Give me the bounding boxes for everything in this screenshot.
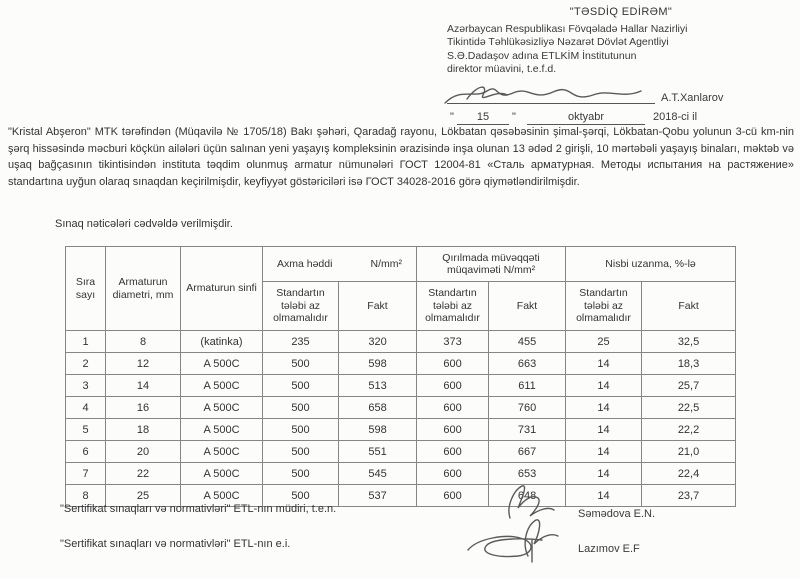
signature-2 (462, 516, 577, 564)
table-cell: A 500C (181, 375, 263, 397)
date-month: oktyabr (527, 111, 645, 126)
table-cell: A 500C (181, 353, 263, 375)
table-cell: 648 (489, 485, 566, 507)
table-cell: 500 (263, 463, 339, 485)
table-cell: 600 (417, 463, 489, 485)
body-paragraph: "Kristal Abşeron" MTK tərəfindən (Müqavilə № 1705/18) Bakı şəhəri, Qaradağ rayonu, Lökbatan qəsəbəsinin şimal-şərqi, Lökbatan-Qobu yolunun 3-cü km-nin şərq hissəsində məcburi köçkün ailələri üçün salınan yeni yaşayış kompleksinin ərazisində inşa olunan 13 ədəd 2 girişli, 10 mərtəbəli yaşayış binaları, məktəb və uşaq bağçasının tikintisindən instituta təqdim olunmuş armatur nümunələri ГОСТ 12004-81 «Сталь арматурная. Методы испытания на растяжение» standartına uyğun olaraq sınaqdan keçirilmişdir, keyfiyyət göstəriciləri isə ГОСТ 34028-2016 görə qiymətləndirilmişdir. (8, 126, 794, 188)
table-cell: 600 (417, 397, 489, 419)
table-cell: 598 (339, 353, 417, 375)
subheader-standart: Standartın tələbi az olmamalıdır (417, 282, 489, 331)
table-cell: 600 (417, 353, 489, 375)
director-signature (441, 77, 651, 111)
table-cell: 500 (263, 485, 339, 507)
table-cell: 500 (263, 375, 339, 397)
table-cell: 14 (566, 397, 642, 419)
approval-org-line: direktor müavini, t.e.f.d. (447, 63, 557, 75)
table-cell: 455 (489, 331, 566, 353)
approval-block (447, 6, 795, 125)
table-cell: 500 (263, 419, 339, 441)
table-cell: 3 (66, 375, 106, 397)
table-cell: 22 (106, 463, 181, 485)
footer-role-1: "Sertifikat sınaqları və normativləri" ETL-nın müdiri, t.e.n. (60, 503, 337, 515)
table-cell: 14 (566, 463, 642, 485)
table-cell: 14 (566, 485, 642, 507)
date-day: 15 (457, 111, 509, 126)
table-cell: 8 (66, 485, 106, 507)
table-cell: 537 (339, 485, 417, 507)
table-cell: 5 (66, 419, 106, 441)
table-cell: 760 (489, 397, 566, 419)
table-cell: 500 (263, 441, 339, 463)
table-cell: 20 (106, 441, 181, 463)
table-cell: 545 (339, 463, 417, 485)
table-cell: 14 (106, 375, 181, 397)
header-axma-label: Axma həddi (277, 257, 333, 270)
table-cell: 14 (566, 353, 642, 375)
director-signature-row (447, 91, 795, 107)
table-cell: 25,7 (642, 375, 736, 397)
table-cell: 600 (417, 375, 489, 397)
table-cell: 551 (339, 441, 417, 463)
table-cell: 235 (263, 331, 339, 353)
table-cell: 500 (263, 353, 339, 375)
table-cell: 32,5 (642, 331, 736, 353)
approval-org-line: Azərbaycan Respublikası Fövqəladə Hallar Nazirliyi (447, 22, 688, 35)
table-cell: 320 (339, 331, 417, 353)
table-cell: (katinka) (181, 331, 263, 353)
table-cell: 667 (489, 441, 566, 463)
table-intro: Sınaq nəticələri cədvəldə verilmişdir. (55, 218, 233, 230)
footer-name-2: Lazımov E.F (578, 543, 640, 555)
table-cell: 600 (417, 485, 489, 507)
header-nisbi: Nisbi uzanma, %-lə (566, 247, 736, 282)
subheader-fakt: Fakt (642, 282, 736, 331)
subheader-fakt: Fakt (489, 282, 566, 331)
table-cell: A 500C (181, 419, 263, 441)
approval-org-line: Tikintidə Təhlükəsizliyə Nəzarət Dövlət Agentliyi (447, 36, 669, 48)
table-cell: 598 (339, 419, 417, 441)
table-cell: 21,0 (642, 441, 736, 463)
table-cell: 12 (106, 353, 181, 375)
approval-org-line: S.Ə.Dadaşov adına ETLKİM İnstitutunun (447, 49, 637, 62)
table-cell: A 500C (181, 463, 263, 485)
header-sinfi: Armaturun sinfi (181, 247, 263, 331)
date-quote-close: " (512, 110, 516, 123)
table-cell: 2 (66, 353, 106, 375)
table-row (66, 375, 736, 397)
approval-date-row (447, 111, 795, 126)
table-cell: 14 (566, 419, 642, 441)
table-cell: 16 (106, 397, 181, 419)
table-cell: 373 (417, 331, 489, 353)
table-cell: 500 (263, 397, 339, 419)
header-diameter: Armaturun diametri, mm (106, 247, 181, 331)
header-qirilma: Qırılmada müvəqqəti müqaviməti N/mm² (417, 247, 566, 282)
table-cell: 22,4 (642, 463, 736, 485)
header-axma (263, 247, 417, 282)
table-cell: 513 (339, 375, 417, 397)
approval-title: "TƏSDİQ EDİRƏM" (569, 6, 673, 18)
table-cell: 658 (339, 397, 417, 419)
table-cell: 731 (489, 419, 566, 441)
results-table-body (66, 331, 736, 507)
table-row (66, 353, 736, 375)
table-row (66, 441, 736, 463)
table-cell: 22,2 (642, 419, 736, 441)
table-cell: 14 (566, 441, 642, 463)
subheader-standart: Standartın tələbi az olmamalıdır (263, 282, 339, 331)
table-cell: A 500C (181, 397, 263, 419)
table-row (66, 331, 736, 353)
table-cell: A 500C (181, 441, 263, 463)
table-cell: 600 (417, 441, 489, 463)
table-cell: 611 (489, 375, 566, 397)
table-cell: 8 (106, 331, 181, 353)
table-cell: 4 (66, 397, 106, 419)
table-row (66, 463, 736, 485)
results-table (65, 246, 736, 507)
footer-name-1: Səmədova E.N. (578, 508, 656, 520)
table-cell: 6 (66, 441, 106, 463)
table-cell: 18,3 (642, 353, 736, 375)
header-sira: Sıra sayı (66, 247, 106, 331)
table-cell: 663 (489, 353, 566, 375)
table-cell: 600 (417, 419, 489, 441)
subheader-fakt: Fakt (339, 282, 417, 331)
table-cell: 22,5 (642, 397, 736, 419)
table-cell: 23,7 (642, 485, 736, 507)
table-cell: 7 (66, 463, 106, 485)
subheader-standart: Standartın tələbi az olmamalıdır (566, 282, 642, 331)
table-row (66, 397, 736, 419)
table-cell: 18 (106, 419, 181, 441)
table-cell: 1 (66, 331, 106, 353)
approval-signer-name: A.T.Xanlarov (661, 91, 724, 104)
table-cell: A 500C (181, 485, 263, 507)
header-axma-unit: N/mm² (370, 257, 403, 270)
footer-role-2: "Sertifikat sınaqları və normativləri" ETL-nın e.i. (60, 538, 291, 550)
date-quote-open: " (450, 110, 454, 123)
table-row (66, 419, 736, 441)
table-cell: 653 (489, 463, 566, 485)
date-year: 2018-ci il (653, 110, 698, 123)
table-cell: 14 (566, 375, 642, 397)
table-cell: 25 (106, 485, 181, 507)
table-cell: 25 (566, 331, 642, 353)
